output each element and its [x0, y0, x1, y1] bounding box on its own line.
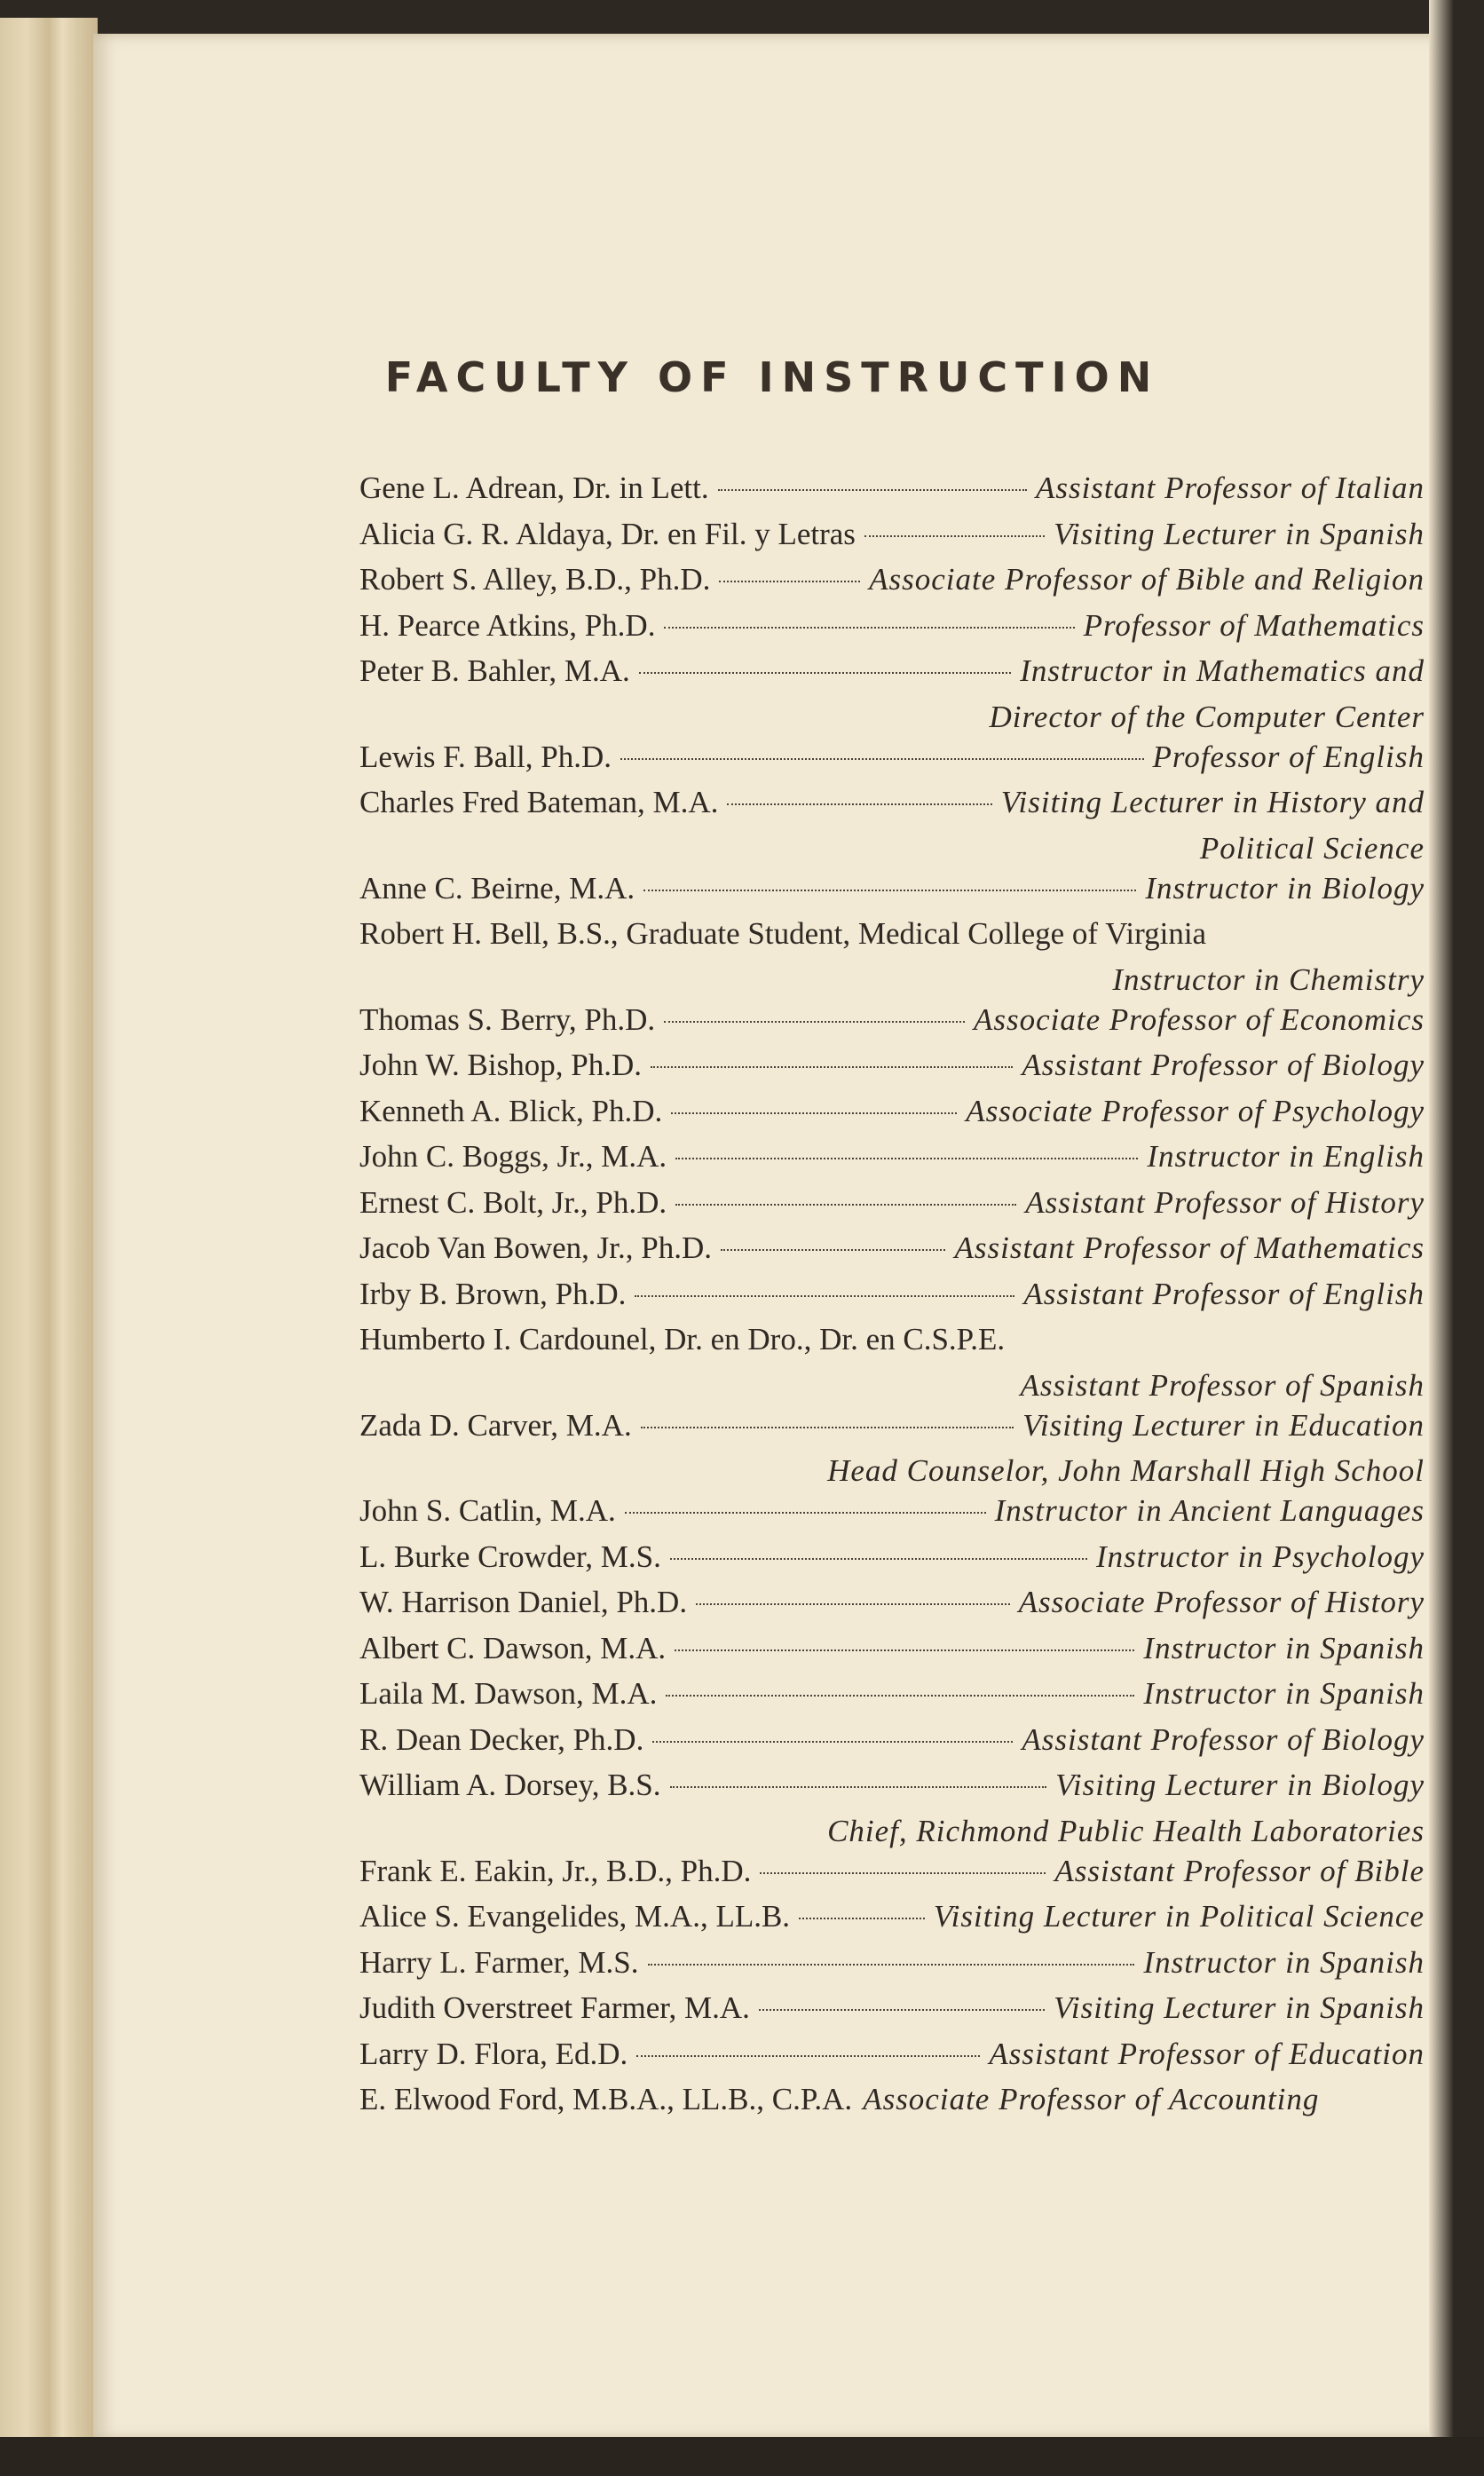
faculty-entry	[359, 1185, 1425, 1231]
faculty-entry	[359, 1945, 1425, 1991]
faculty-name: Gene L. Adrean, Dr. in Lett.	[359, 471, 709, 505]
dot-leader	[696, 1603, 1009, 1605]
page-heading: FACULTY OF INSTRUCTION	[384, 353, 1160, 401]
dot-leader	[664, 1021, 965, 1023]
faculty-name: Lewis F. Ball, Ph.D.	[359, 739, 612, 774]
dot-leader	[759, 2009, 1045, 2011]
faculty-name: E. Elwood Ford, M.B.A., LL.B., C.P.A.	[359, 2082, 853, 2116]
faculty-name: John W. Bishop, Ph.D.	[359, 1048, 642, 1082]
faculty-title: Assistant Professor of Biology	[1022, 1048, 1425, 1082]
book-cover-top	[0, 0, 1484, 37]
faculty-title: Associate Professor of History	[1018, 1585, 1425, 1619]
faculty-name: L. Burke Crowder, M.S.	[359, 1539, 661, 1574]
faculty-entry	[359, 2037, 1425, 2083]
faculty-title: Assistant Professor of English	[1023, 1276, 1425, 1311]
faculty-entry	[359, 1002, 1425, 1048]
dot-leader	[636, 2055, 980, 2057]
dot-leader	[651, 1066, 1013, 1068]
faculty-title: Instructor in Ancient Languages	[994, 1493, 1425, 1528]
faculty-title: Visiting Lecturer in Spanish	[1054, 1990, 1425, 2025]
faculty-entry	[359, 1048, 1425, 1094]
dot-leader	[666, 1695, 1134, 1697]
faculty-title: Associate Professor of Bible and Religion	[869, 562, 1425, 597]
faculty-name: Larry D. Flora, Ed.D.	[359, 2036, 628, 2071]
faculty-entry	[359, 2082, 1425, 2128]
faculty-name: H. Pearce Atkins, Ph.D.	[359, 607, 656, 643]
faculty-name: W. Harrison Daniel, Ph.D.	[359, 1585, 688, 1619]
dot-leader	[670, 1558, 1087, 1560]
faculty-title: Visiting Lecturer in Biology	[1055, 1768, 1425, 1802]
dot-leader	[864, 535, 1045, 537]
faculty-entry	[359, 1539, 1425, 1586]
dot-leader	[799, 1918, 925, 1919]
faculty-title: Assistant Professor of Bible	[1054, 1853, 1425, 1888]
faculty-name: Thomas S. Berry, Ph.D.	[359, 1001, 656, 1037]
faculty-name: Kenneth A. Blick, Ph.D.	[359, 1093, 663, 1128]
faculty-title: Visiting Lecturer in Political Science	[933, 1899, 1425, 1934]
faculty-entry	[359, 1585, 1425, 1631]
dot-leader	[675, 1204, 1016, 1206]
faculty-name: Charles Fred Bateman, M.A.	[359, 785, 719, 819]
dot-leader	[719, 581, 860, 582]
faculty-entry	[359, 608, 1425, 654]
faculty-title-continued	[359, 700, 1425, 740]
faculty-entry	[359, 871, 1425, 917]
faculty-title-line: Instructor in Chemistry	[1112, 961, 1425, 997]
faculty-title-line: Chief, Richmond Public Health Laboratories	[827, 1813, 1425, 1848]
faculty-name: John C. Boggs, Jr., M.A.	[359, 1139, 667, 1174]
faculty-title: Assistant Professor of Mathematics	[954, 1230, 1425, 1265]
dot-leader	[652, 1741, 1013, 1743]
dot-leader	[727, 803, 991, 805]
faculty-list	[359, 471, 1425, 2128]
faculty-title: Associate Professor of Economics	[973, 1001, 1425, 1037]
faculty-name: Jacob Van Bowen, Jr., Ph.D.	[359, 1230, 712, 1265]
faculty-name: Alicia G. R. Aldaya, Dr. en Fil. y Letras	[359, 516, 856, 551]
faculty-title-line: Director of the Computer Center	[989, 699, 1425, 734]
faculty-name: Judith Overstreet Farmer, M.A.	[359, 1990, 750, 2025]
faculty-name: Humberto I. Cardounel, Dr. en Dro., Dr. en C.S.P.E.	[359, 1322, 1006, 1357]
faculty-title: Instructor in Spanish	[1143, 1944, 1425, 1980]
faculty-name: Robert S. Alley, B.D., Ph.D.	[359, 562, 711, 597]
faculty-title: Instructor in Psychology	[1095, 1539, 1425, 1574]
faculty-entry	[359, 1322, 1425, 1368]
faculty-entry	[359, 1493, 1425, 1539]
dot-leader	[620, 758, 1143, 760]
dot-leader	[675, 1158, 1138, 1159]
faculty-title: Associate Professor of Accounting	[863, 2082, 1320, 2116]
faculty-name: John S. Catlin, M.A.	[359, 1493, 616, 1528]
faculty-entry	[359, 740, 1425, 786]
faculty-entry	[359, 471, 1425, 517]
faculty-title-line: Assistant Professor of Spanish	[1020, 1367, 1425, 1403]
faculty-entry	[359, 1990, 1425, 2037]
dot-leader	[639, 672, 1011, 674]
faculty-title-line: Head Counselor, John Marshall High School	[827, 1453, 1425, 1488]
faculty-entry	[359, 916, 1425, 962]
faculty-entry	[359, 1676, 1425, 1722]
faculty-name: Peter B. Bahler, M.A.	[359, 653, 630, 688]
faculty-entry	[359, 653, 1425, 700]
faculty-name: Alice S. Evangelides, M.A., LL.B.	[359, 1899, 791, 1934]
faculty-title: Visiting Lecturer in Education	[1022, 1407, 1425, 1443]
faculty-title: Assistant Professor of History	[1025, 1184, 1425, 1220]
dot-leader	[625, 1512, 986, 1514]
faculty-name: Ernest C. Bolt, Jr., Ph.D.	[359, 1184, 667, 1220]
faculty-title: Assistant Professor of Biology	[1022, 1721, 1425, 1757]
faculty-entry	[359, 562, 1425, 608]
faculty-title: Professor of Mathematics	[1083, 607, 1425, 643]
faculty-name: William A. Dorsey, B.S.	[359, 1768, 661, 1802]
faculty-name: Harry L. Farmer, M.S.	[359, 1944, 639, 1980]
faculty-entry	[359, 1230, 1425, 1277]
faculty-title: Visiting Lecturer in Spanish	[1054, 516, 1425, 551]
dot-leader	[643, 890, 1136, 891]
faculty-title-continued	[359, 962, 1425, 1002]
faculty-entry	[359, 1277, 1425, 1323]
faculty-title: Assistant Professor of Italian	[1035, 471, 1425, 505]
faculty-title: Assistant Professor of Education	[989, 2036, 1425, 2071]
faculty-name: Irby B. Brown, Ph.D.	[359, 1276, 627, 1311]
faculty-name: Albert C. Dawson, M.A.	[359, 1630, 667, 1665]
faculty-entry	[359, 1408, 1425, 1454]
faculty-name: Anne C. Beirne, M.A.	[359, 870, 635, 906]
dot-leader	[760, 1872, 1046, 1874]
faculty-entry	[359, 1139, 1425, 1185]
dot-leader	[664, 627, 1074, 629]
dot-leader	[675, 1649, 1134, 1651]
faculty-entry	[359, 1631, 1425, 1677]
dot-leader	[670, 1786, 1047, 1788]
faculty-title-continued	[359, 1453, 1425, 1493]
faculty-name: Robert H. Bell, B.S., Graduate Student, Medical College of Virginia	[359, 916, 1207, 951]
faculty-entry	[359, 785, 1425, 831]
faculty-title: Instructor in Spanish	[1143, 1630, 1425, 1665]
faculty-title-line: Political Science	[1199, 830, 1425, 866]
faculty-title-continued	[359, 1814, 1425, 1854]
dot-leader	[641, 1427, 1014, 1428]
faculty-title: Instructor in Mathematics and	[1020, 653, 1425, 688]
book-cover-bottom	[0, 2437, 1484, 2476]
faculty-name: R. Dean Decker, Ph.D.	[359, 1721, 644, 1757]
dot-leader	[671, 1112, 957, 1114]
faculty-entry	[359, 1899, 1425, 1945]
faculty-name: Laila M. Dawson, M.A.	[359, 1676, 658, 1711]
faculty-title: Instructor in English	[1147, 1139, 1425, 1174]
faculty-title-continued	[359, 1368, 1425, 1408]
faculty-title: Professor of English	[1152, 739, 1425, 774]
dot-leader	[718, 489, 1027, 491]
dot-leader	[635, 1295, 1014, 1297]
faculty-title: Associate Professor of Psychology	[966, 1093, 1425, 1128]
faculty-name: Zada D. Carver, M.A.	[359, 1407, 632, 1443]
faculty-entry	[359, 517, 1425, 563]
faculty-title: Visiting Lecturer in History and	[1000, 785, 1425, 819]
faculty-entry	[359, 1768, 1425, 1814]
faculty-name: Frank E. Eakin, Jr., B.D., Ph.D.	[359, 1853, 752, 1888]
dot-leader	[721, 1249, 946, 1251]
faculty-title: Instructor in Spanish	[1143, 1676, 1425, 1711]
faculty-entry	[359, 1094, 1425, 1140]
dot-leader	[648, 1964, 1135, 1966]
faculty-title: Instructor in Biology	[1145, 870, 1425, 906]
faculty-entry	[359, 1722, 1425, 1768]
faculty-entry	[359, 1854, 1425, 1900]
faculty-title-continued	[359, 831, 1425, 871]
